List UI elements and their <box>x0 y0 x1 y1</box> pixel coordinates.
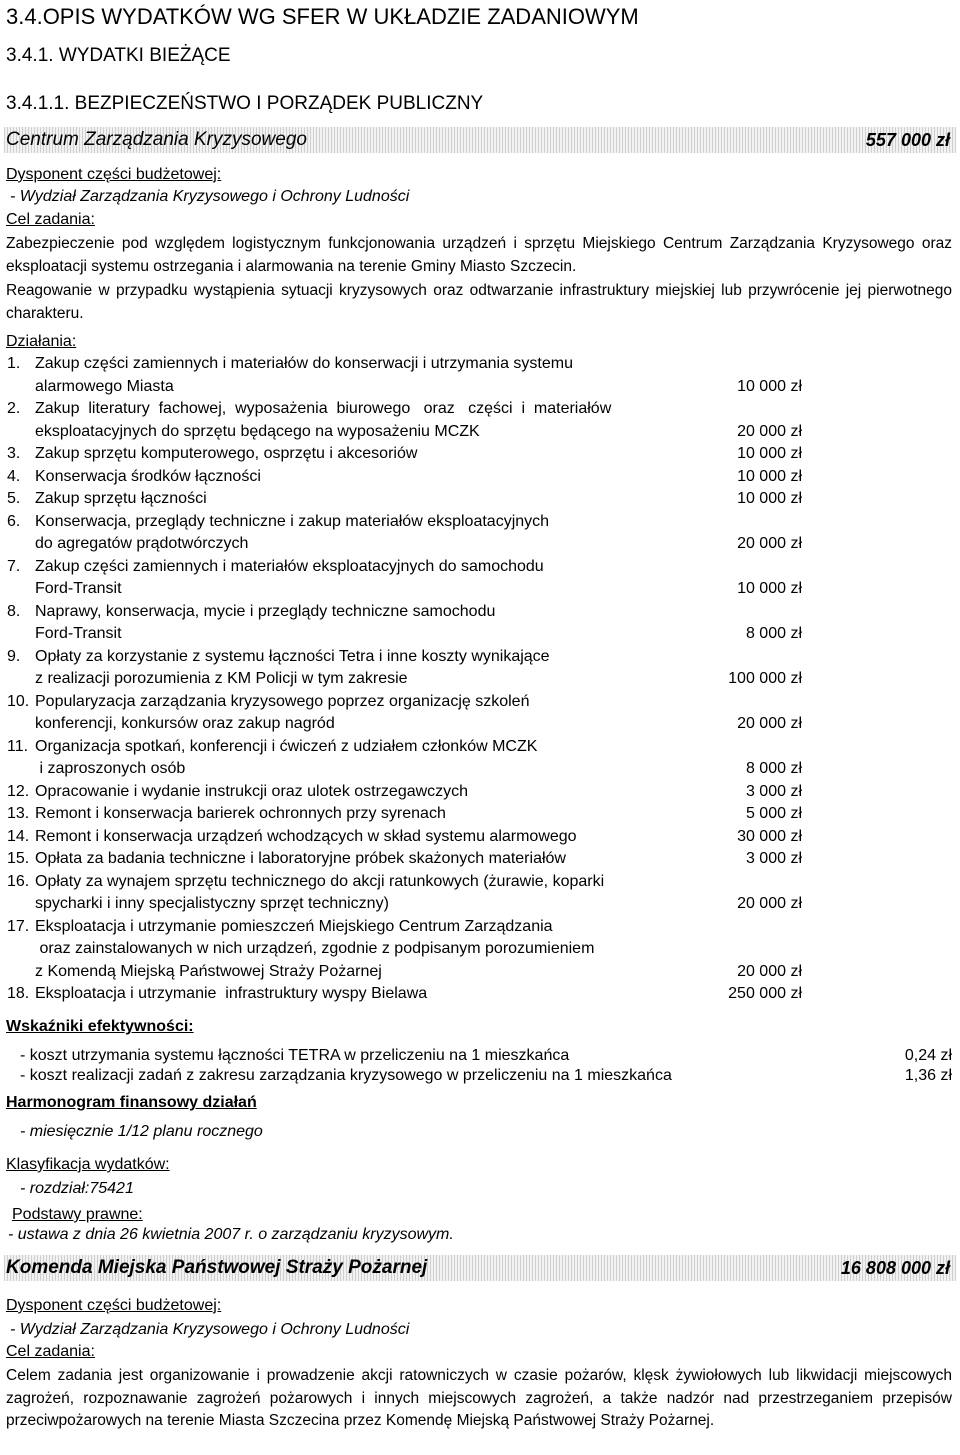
action-amount: 20 000 zł <box>737 962 802 980</box>
action-text: Opłaty za wynajem sprzętu technicznego do akcji ratunkowych (żurawie, koparki <box>35 872 605 890</box>
podstawy-value: - ustawa z dnia 26 kwietnia 2007 r. o zarządzaniu kryzysowym. <box>8 1226 454 1243</box>
action-amount: 10 000 zł <box>737 467 802 485</box>
action-amount: 5 000 zł <box>745 805 802 822</box>
action-number: 3. <box>7 445 21 462</box>
action-text: Opracowanie i wydanie instrukcji oraz ulotek ostrzegawczych <box>35 782 469 800</box>
action-number: 1. <box>7 355 21 372</box>
action-text: Remont i konserwacja urządzeń wchodzących w skład systemu alarmowego <box>35 827 577 845</box>
unit-title: Komenda Miejska Państwowej Straży Pożarnej <box>6 1257 428 1278</box>
podstawy-label: Podstawy prawne: <box>12 1206 143 1223</box>
wskazniki-label: Wskaźniki efektywności: <box>6 1018 194 1035</box>
action-number: 8. <box>7 602 21 620</box>
action-amount: 8 000 zł <box>745 625 802 642</box>
action-number: 7. <box>7 557 21 575</box>
action-text: do agregatów prądotwórczych <box>35 535 249 552</box>
wskaznik-value: 0,24 zł <box>904 1047 952 1064</box>
action-number: 13. <box>7 805 30 822</box>
action-text: oraz zainstalowanych w nich urządzeń, zgodnie z podpisanym porozumieniem <box>35 940 595 957</box>
action-text: Remont i konserwacja barierek ochronnych przy syrenach <box>35 805 446 822</box>
action-number: 10. <box>7 692 30 710</box>
action-number: 5. <box>7 490 21 507</box>
wskaznik-text: - koszt utrzymania systemu łączności TETRA w przeliczeniu na 1 mieszkańca <box>20 1047 570 1064</box>
action-amount: 20 000 zł <box>737 535 802 552</box>
action-amount: 20 000 zł <box>737 422 802 440</box>
action-text: z realizacji porozumienia z KM Policji w tym zakresie <box>35 670 408 687</box>
action-text: Naprawy, konserwacja, mycie i przeglądy techniczne samochodu <box>35 602 496 620</box>
action-text: Organizacja spotkań, konferencji i ćwiczeń z udziałem członków MCZK <box>35 737 538 755</box>
dysponent-value: - Wydział Zarządzania Kryzysowego i Ochrony Ludności <box>10 188 410 205</box>
action-text: Zakup sprzętu komputerowego, osprzętu i akcesoriów <box>35 445 418 462</box>
action-text: eksploatacyjnych do sprzętu będącego na wyposażeniu MCZK <box>35 422 480 440</box>
action-number: 17. <box>7 917 30 935</box>
action-text: spycharki i inny specjalistyczny sprzęt techniczny) <box>35 895 389 912</box>
cel-paragraph-2: Reagowanie w przypadku wystąpienia sytuacji kryzysowych oraz odtwarzanie infrastruktury miejskiej lub przywrócenie jej pierwotnego charakteru. <box>6 282 952 322</box>
unit-header-band <box>4 1255 956 1281</box>
action-text: Zakup części zamiennych i materiałów do konserwacji i utrzymania systemu <box>35 355 573 372</box>
action-text: Eksploatacja i utrzymanie infrastruktury wyspy Bielawa <box>35 985 428 1002</box>
action-number: 15. <box>7 850 30 867</box>
action-text: i zaproszonych osób <box>35 760 186 777</box>
section-heading: 3.4.OPIS WYDATKÓW WG SFER W UKŁADZIE ZADANIOWYM <box>6 4 639 29</box>
action-text: z Komendą Miejską Państwowej Straży Pożarnej <box>35 962 382 980</box>
unit-header-band <box>4 127 956 153</box>
dysponent-value: - Wydział Zarządzania Kryzysowego i Ochrony Ludności <box>10 1321 410 1338</box>
unit-title: Centrum Zarządzania Kryzysowego <box>6 129 307 150</box>
wskaznik-text: - koszt realizacji zadań z zakresu zarządzania kryzysowego w przeliczeniu na 1 mieszkańca <box>20 1067 672 1084</box>
action-text: Zakup sprzętu łączności <box>35 490 207 507</box>
action-text: Eksploatacja i utrzymanie pomieszczeń Miejskiego Centrum Zarządzania <box>35 917 553 935</box>
action-amount: 10 000 zł <box>737 580 802 597</box>
action-amount: 30 000 zł <box>737 827 802 845</box>
action-amount: 20 000 zł <box>737 895 802 912</box>
action-text: Popularyzacja zarządzania kryzysowego poprzez organizację szkoleń <box>35 692 530 710</box>
klasyfikacja-value: - rozdział:75421 <box>20 1180 134 1197</box>
action-number: 14. <box>7 827 30 845</box>
action-number: 6. <box>7 512 21 530</box>
action-number: 16. <box>7 872 30 890</box>
cel-label: Cel zadania: <box>6 1343 95 1360</box>
action-text: alarmowego Miasta <box>35 377 174 395</box>
action-amount: 3 000 zł <box>745 850 802 867</box>
action-amount: 100 000 zł <box>728 670 802 687</box>
action-number: 12. <box>7 782 30 800</box>
cel-label: Cel zadania: <box>6 211 95 228</box>
action-number: 4. <box>7 467 21 485</box>
klasyfikacja-label: Klasyfikacja wydatków: <box>6 1156 170 1173</box>
dysponent-label: Dysponent części budżetowej: <box>6 166 222 183</box>
action-amount: 10 000 zł <box>737 445 802 462</box>
action-number: 18. <box>7 985 30 1002</box>
action-number: 2. <box>7 400 21 417</box>
action-text: Zakup części zamiennych i materiałów eksploatacyjnych do samochodu <box>35 557 544 575</box>
action-amount: 10 000 zł <box>737 377 802 395</box>
wskaznik-value: 1,36 zł <box>904 1067 952 1084</box>
action-text: Ford-Transit <box>35 625 122 642</box>
action-text: Konserwacja środków łączności <box>35 467 261 485</box>
unit-amount: 557 000 zł <box>865 130 950 150</box>
cel-paragraph-1: Zabezpieczenie pod względem logistycznym funkcjonowania urządzeń i sprzętu Miejskiego Centrum Zarządzania Kryzysowego oraz eksploatacji systemu ostrzegania i alarmowania na terenie Gminy Miasto Szczecin. <box>6 235 952 275</box>
action-text: Zakup literatury fachowej, wyposażenia biurowego oraz części i materiałów <box>35 400 612 417</box>
action-text: Ford-Transit <box>35 580 122 597</box>
dzialania-label: Działania: <box>6 333 77 350</box>
subsubsection-heading: 3.4.1.1. BEZPIECZEŃSTWO I PORZĄDEK PUBLICZNY <box>6 93 484 114</box>
dysponent-label: Dysponent części budżetowej: <box>6 1297 222 1314</box>
subsection-heading: 3.4.1. WYDATKI BIEŻĄCE <box>6 45 231 66</box>
action-amount: 8 000 zł <box>745 760 802 777</box>
action-text: Konserwacja, przeglądy techniczne i zakup materiałów eksploatacyjnych <box>35 512 550 530</box>
harmonogram-label: Harmonogram finansowy działań <box>6 1094 257 1111</box>
cel-paragraph-1: Celem zadania jest organizowanie i prowadzenie akcji ratowniczych w czasie pożarów, klęsk żywiołowych lub likwidacji miejscowych zagrożeń, rozpoznawanie zagrożeń pożarowych i innych miejscowych zagrożeń, a także nadzór nad przestrzeganiem przepisów przeciwpożarowych na terenie Miasta Szczecina przez Komendę Miejską Państwowej Straży Pożarnej. <box>6 1367 952 1429</box>
action-number: 9. <box>7 647 21 665</box>
action-text: Opłata za badania techniczne i laboratoryjne próbek skażonych materiałów <box>35 850 566 867</box>
action-number: 11. <box>7 737 29 755</box>
harmonogram-value: - miesięcznie 1/12 planu rocznego <box>20 1123 263 1140</box>
action-amount: 20 000 zł <box>737 715 802 732</box>
action-amount: 3 000 zł <box>745 782 802 800</box>
action-text: Opłaty za korzystanie z systemu łączności Tetra i inne koszty wynikające <box>35 647 550 665</box>
action-text: konferencji, konkursów oraz zakup nagród <box>35 715 335 732</box>
action-amount: 250 000 zł <box>728 985 802 1002</box>
unit-amount: 16 808 000 zł <box>840 1258 950 1278</box>
action-amount: 10 000 zł <box>737 490 802 507</box>
